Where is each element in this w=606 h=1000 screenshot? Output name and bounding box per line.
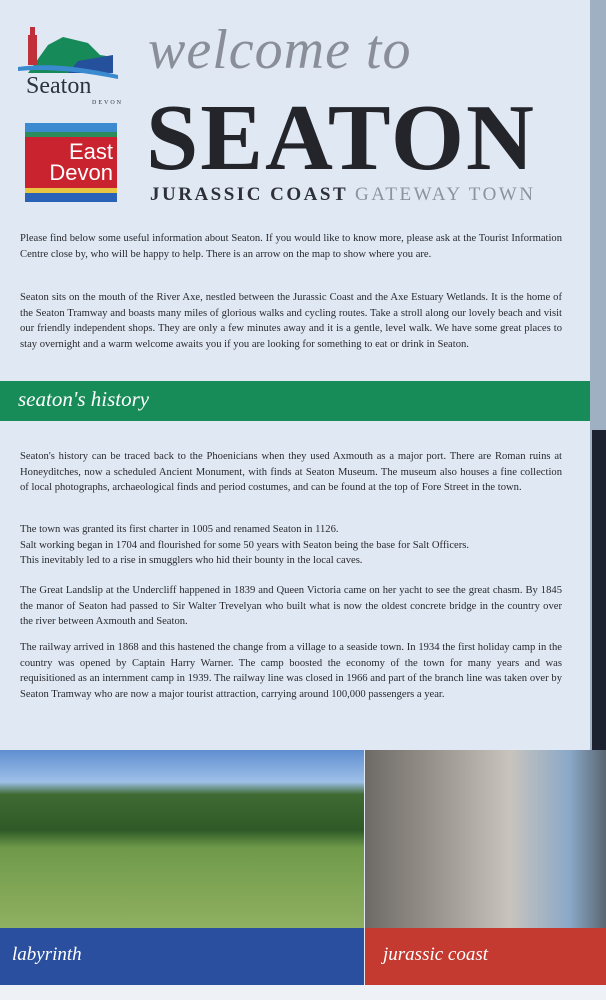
history-paragraph: Seaton's history can be traced back to the Phoenicians when they used Axmouth as a major port. There are Roman ruins at Honeyditches, now a scheduled Ancient Monument, with finds at Seaton Museum. The museum also houses a fine collection of local photographs, archaeological finds and period costumes, and can be found at the top of Fore Street in the town. [20, 451, 562, 494]
tagline [150, 184, 535, 206]
seaton-logo-text: Seaton [26, 73, 92, 99]
history-paragraph: The railway arrived in 1868 and this hastened the change from a village to a seaside town. In 1934 the first holiday camp in the country was opened by Captain Harry Warner. The camp boosted the economy of the town for many years and was requisitioned as an internment camp in 1939. The railway line was closed in 1966 and part of the branch line was taken over by Seaton Tramway who are now a major tourist attraction, carrying around 100,000 passengers a year. [20, 642, 562, 700]
history-line: The town was granted its first charter in 1005 and renamed Seaton in 1126. [20, 524, 339, 535]
history-line: Salt working began in 1704 and flourished for some 50 years with Seaton being the base for Salt Officers. [20, 539, 470, 551]
tagline-bold: JURASSIC COAST [150, 184, 348, 205]
east-devon-logo [25, 123, 117, 202]
labyrinth-caption-band [0, 928, 364, 985]
east-devon-line2: Devon [49, 160, 113, 185]
history-banner [0, 381, 590, 421]
sign-frame-edge-dark [592, 430, 606, 750]
intro-paragraph: Please find below some useful information about Seaton. If you would like to know more, please ask at the Tourist Information Centre close by, who will be happy to help. There is an arrow on the map to show where you are. [20, 233, 562, 260]
history-paragraph: The Great Landslip at the Undercliff happened in 1839 and Queen Victoria came on her yacht to see the great chasm. By 1845 the manor of Seaton had passed to Sir Walter Trevelyan who built what is now the oldest concrete bridge in the country over the river between Axmouth and Seaton. [20, 585, 562, 628]
town-title: SEATON [146, 86, 536, 190]
sign-bottom-edge [0, 985, 606, 1000]
welcome-heading: welcome to [148, 19, 412, 81]
tagline-light: GATEWAY TOWN [355, 184, 536, 205]
jurassic-coast-caption-band [365, 928, 606, 985]
jurassic-coast-caption: jurassic coast [383, 944, 489, 965]
labyrinth-caption: labyrinth [12, 944, 82, 965]
east-devon-line1: East [68, 139, 113, 164]
jurassic-coast-street-photo [365, 750, 606, 928]
history-heading: seaton's history [18, 387, 150, 411]
labyrinth-photo [0, 750, 364, 928]
seaton-logo-subtext: DEVON [92, 100, 123, 106]
history-line: This inevitably led to a rise in smugglers who hid their bounty in the local caves. [20, 555, 363, 567]
intro-paragraph: Seaton sits on the mouth of the River Axe, nestled between the Jurassic Coast and the Axe Estuary Wetlands. It is the home of the Seaton Tramway and boasts many miles of glorious walks and cycling routes. Take a stroll along our lovely beach and visit our friendly independent shops. They are only a few minutes away and it is a gentle, level walk. We have some great places to stay overnight and a warm welcome awaits you if you are looking for something to eat or drink in Seaton. [20, 292, 562, 350]
